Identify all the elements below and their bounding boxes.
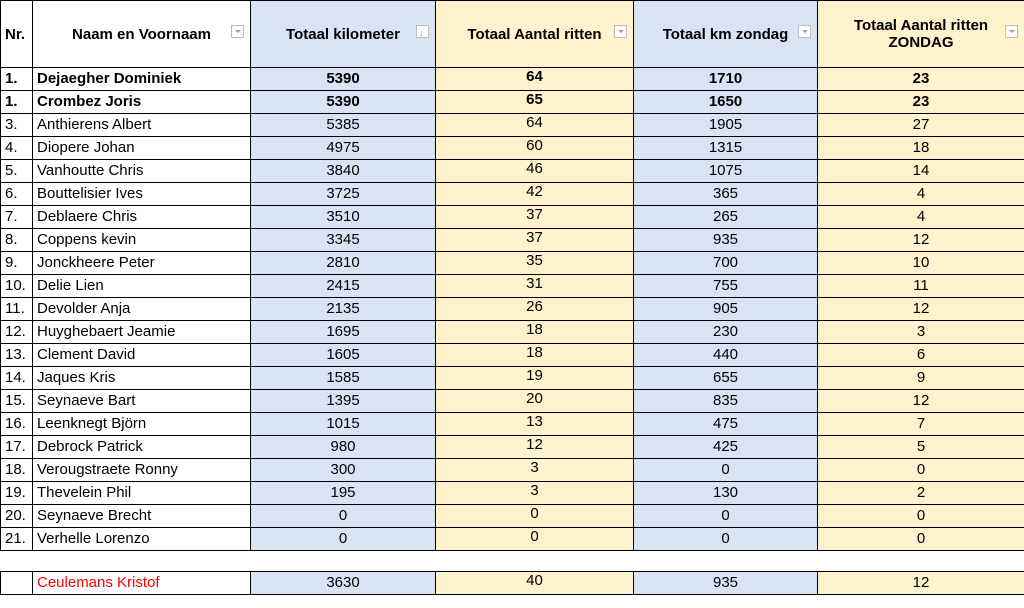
cell-nr[interactable]: 13. bbox=[1, 344, 33, 367]
cell-nr[interactable]: 17. bbox=[1, 436, 33, 459]
cell-total-km[interactable]: 1695 bbox=[251, 321, 436, 344]
cell-total-km[interactable]: 1015 bbox=[251, 413, 436, 436]
cell-name[interactable]: Seynaeve Bart bbox=[33, 390, 251, 413]
table-row bbox=[1, 367, 1024, 390]
cell-total-km-sunday[interactable]: 1075 bbox=[634, 160, 818, 183]
cell-total-km-sunday[interactable]: 1710 bbox=[634, 68, 818, 91]
cell-nr[interactable]: 1. bbox=[1, 68, 33, 91]
cell-total-rides-sunday[interactable]: 0 bbox=[818, 459, 1024, 482]
cell-nr[interactable]: 14. bbox=[1, 367, 33, 390]
cell-nr[interactable]: 6. bbox=[1, 183, 33, 206]
filter-dropdown-icon[interactable] bbox=[231, 25, 244, 38]
cell-total-rides-sunday[interactable]: 14 bbox=[818, 160, 1024, 183]
empty-cell[interactable] bbox=[33, 551, 251, 572]
cell-total-km[interactable]: 1395 bbox=[251, 390, 436, 413]
header-row bbox=[1, 1, 1024, 68]
cell-name[interactable]: Debrock Patrick bbox=[33, 436, 251, 459]
cell-nr[interactable]: 12. bbox=[1, 321, 33, 344]
cell-name[interactable]: Deblaere Chris bbox=[33, 206, 251, 229]
table-row bbox=[1, 137, 1024, 160]
cell-total-rides-sunday[interactable]: 27 bbox=[818, 114, 1024, 137]
cell-total-km[interactable]: 2810 bbox=[251, 252, 436, 275]
cell-total-km-sunday[interactable]: 0 bbox=[634, 459, 818, 482]
cell-total-rides[interactable]: 42 bbox=[436, 183, 634, 206]
cell-total-rides[interactable]: 65 bbox=[436, 91, 634, 114]
cell-total-km-sunday[interactable]: 265 bbox=[634, 206, 818, 229]
cell-nr[interactable]: 21. bbox=[1, 528, 33, 551]
cell-nr[interactable]: 8. bbox=[1, 229, 33, 252]
cell-total-rides[interactable]: 19 bbox=[436, 367, 634, 390]
cell-total-rides-sunday[interactable]: 18 bbox=[818, 137, 1024, 160]
filter-dropdown-icon[interactable] bbox=[798, 25, 811, 38]
cell-nr[interactable]: 16. bbox=[1, 413, 33, 436]
cell-name[interactable]: Dejaegher Dominiek bbox=[33, 68, 251, 91]
table-row bbox=[1, 160, 1024, 183]
cell-total-km[interactable]: 5390 bbox=[251, 68, 436, 91]
cell-total-rides-sunday[interactable]: 11 bbox=[818, 275, 1024, 298]
spacer-row bbox=[1, 551, 1024, 572]
cell-total-km-sunday[interactable]: 905 bbox=[634, 298, 818, 321]
cell-nr[interactable]: 5. bbox=[1, 160, 33, 183]
table-row bbox=[1, 114, 1024, 137]
cell-total-rides[interactable]: 18 bbox=[436, 321, 634, 344]
extra-row bbox=[1, 572, 1024, 595]
cell-total-rides-sunday[interactable]: 5 bbox=[818, 436, 1024, 459]
cell-total-km-sunday[interactable]: 1905 bbox=[634, 114, 818, 137]
cell-name[interactable]: Seynaeve Brecht bbox=[33, 505, 251, 528]
cell-name[interactable]: Anthierens Albert bbox=[33, 114, 251, 137]
cell-name[interactable]: Huyghebaert Jeamie bbox=[33, 321, 251, 344]
cell-total-rides[interactable]: 35 bbox=[436, 252, 634, 275]
cell-name[interactable]: Vanhoutte Chris bbox=[33, 160, 251, 183]
cell-name[interactable]: Bouttelisier Ives bbox=[33, 183, 251, 206]
table-row bbox=[1, 91, 1024, 114]
cell-total-km-sunday[interactable]: 425 bbox=[634, 436, 818, 459]
cell-total-km-sunday[interactable]: 935 bbox=[634, 572, 818, 595]
cell-total-rides-sunday[interactable]: 7 bbox=[818, 413, 1024, 436]
cell-total-rides-sunday[interactable]: 9 bbox=[818, 367, 1024, 390]
table-row bbox=[1, 252, 1024, 275]
cell-total-rides-sunday[interactable]: 6 bbox=[818, 344, 1024, 367]
cell-total-km[interactable]: 300 bbox=[251, 459, 436, 482]
cell-total-rides[interactable]: 40 bbox=[436, 572, 634, 595]
header-total-km[interactable] bbox=[251, 1, 436, 68]
cell-total-km-sunday[interactable]: 130 bbox=[634, 482, 818, 505]
filter-dropdown-icon[interactable] bbox=[614, 25, 627, 38]
header-total-km-label: Totaal kilometer bbox=[286, 25, 400, 43]
cell-name[interactable]: Ceulemans Kristof bbox=[33, 572, 251, 595]
cell-total-km[interactable]: 1605 bbox=[251, 344, 436, 367]
cell-nr[interactable]: 1. bbox=[1, 91, 33, 114]
cell-total-rides[interactable]: 0 bbox=[436, 505, 634, 528]
cell-nr[interactable]: 3. bbox=[1, 114, 33, 137]
header-total-rides[interactable] bbox=[436, 1, 634, 68]
cell-name[interactable]: Coppens kevin bbox=[33, 229, 251, 252]
cell-total-rides[interactable]: 3 bbox=[436, 459, 634, 482]
cell-name[interactable]: Leenknegt Björn bbox=[33, 413, 251, 436]
cell-name[interactable]: Verhelle Lorenzo bbox=[33, 528, 251, 551]
header-total-rides-sunday-label: Totaal Aantal ritten ZONDAG bbox=[853, 17, 989, 51]
cell-total-km[interactable]: 2415 bbox=[251, 275, 436, 298]
table-row bbox=[1, 183, 1024, 206]
cell-total-km[interactable]: 0 bbox=[251, 505, 436, 528]
cell-name[interactable]: Diopere Johan bbox=[33, 137, 251, 160]
empty-cell[interactable] bbox=[634, 551, 818, 572]
cell-total-km-sunday[interactable]: 440 bbox=[634, 344, 818, 367]
cell-total-rides-sunday[interactable]: 23 bbox=[818, 91, 1024, 114]
cell-total-rides[interactable]: 64 bbox=[436, 68, 634, 91]
cell-total-km[interactable]: 4975 bbox=[251, 137, 436, 160]
cell-total-km[interactable]: 5390 bbox=[251, 91, 436, 114]
cell-nr[interactable]: 10. bbox=[1, 275, 33, 298]
cell-total-km-sunday[interactable]: 1315 bbox=[634, 137, 818, 160]
cell-total-km-sunday[interactable]: 365 bbox=[634, 183, 818, 206]
cell-total-km[interactable]: 3510 bbox=[251, 206, 436, 229]
cell-total-rides[interactable]: 37 bbox=[436, 229, 634, 252]
table-row bbox=[1, 344, 1024, 367]
cell-total-km-sunday[interactable]: 0 bbox=[634, 528, 818, 551]
cell-total-km-sunday[interactable]: 835 bbox=[634, 390, 818, 413]
cell-total-km[interactable]: 0 bbox=[251, 528, 436, 551]
empty-cell[interactable] bbox=[1, 551, 33, 572]
cell-name[interactable]: Delie Lien bbox=[33, 275, 251, 298]
cell-total-km-sunday[interactable]: 230 bbox=[634, 321, 818, 344]
header-total-rides-sunday[interactable] bbox=[818, 1, 1024, 68]
cell-total-km[interactable]: 3630 bbox=[251, 572, 436, 595]
cell-total-rides-sunday[interactable]: 12 bbox=[818, 298, 1024, 321]
cell-nr[interactable]: 11. bbox=[1, 298, 33, 321]
sort-descending-icon[interactable] bbox=[416, 25, 429, 38]
cell-name[interactable]: Devolder Anja bbox=[33, 298, 251, 321]
cell-total-rides[interactable]: 0 bbox=[436, 528, 634, 551]
cell-total-rides-sunday[interactable]: 12 bbox=[818, 572, 1024, 595]
header-name-label: Naam en Voornaam bbox=[72, 25, 211, 43]
cell-total-km-sunday[interactable]: 700 bbox=[634, 252, 818, 275]
cell-total-km[interactable]: 5385 bbox=[251, 114, 436, 137]
table-row bbox=[1, 68, 1024, 91]
cell-total-rides[interactable]: 18 bbox=[436, 344, 634, 367]
table-row bbox=[1, 482, 1024, 505]
header-total-km-sunday[interactable] bbox=[634, 1, 818, 68]
cell-nr[interactable]: 7. bbox=[1, 206, 33, 229]
cell-nr[interactable]: 18. bbox=[1, 459, 33, 482]
filter-dropdown-icon[interactable] bbox=[1005, 25, 1018, 38]
cell-total-rides[interactable]: 60 bbox=[436, 137, 634, 160]
cell-total-km[interactable]: 2135 bbox=[251, 298, 436, 321]
table-row bbox=[1, 436, 1024, 459]
cell-total-km-sunday[interactable]: 0 bbox=[634, 505, 818, 528]
table-row bbox=[1, 321, 1024, 344]
cell-nr[interactable] bbox=[1, 572, 33, 595]
cell-nr[interactable]: 15. bbox=[1, 390, 33, 413]
cell-total-km-sunday[interactable]: 1650 bbox=[634, 91, 818, 114]
cell-total-rides[interactable]: 46 bbox=[436, 160, 634, 183]
table-row bbox=[1, 505, 1024, 528]
cell-total-rides[interactable]: 64 bbox=[436, 114, 634, 137]
cell-nr[interactable]: 4. bbox=[1, 137, 33, 160]
empty-cell[interactable] bbox=[818, 551, 1024, 572]
cell-total-rides[interactable]: 31 bbox=[436, 275, 634, 298]
empty-cell[interactable] bbox=[251, 551, 436, 572]
cell-total-rides-sunday[interactable]: 0 bbox=[818, 528, 1024, 551]
cell-total-rides[interactable]: 12 bbox=[436, 436, 634, 459]
cell-total-rides-sunday[interactable]: 4 bbox=[818, 183, 1024, 206]
cell-nr[interactable]: 19. bbox=[1, 482, 33, 505]
cell-total-rides[interactable]: 37 bbox=[436, 206, 634, 229]
cell-total-km[interactable]: 3840 bbox=[251, 160, 436, 183]
cell-total-km-sunday[interactable]: 755 bbox=[634, 275, 818, 298]
cell-total-rides-sunday[interactable]: 23 bbox=[818, 68, 1024, 91]
cell-total-km[interactable]: 3725 bbox=[251, 183, 436, 206]
header-total-rides-label: Totaal Aantal ritten bbox=[467, 25, 602, 43]
cell-total-km[interactable]: 1585 bbox=[251, 367, 436, 390]
cell-total-km[interactable]: 195 bbox=[251, 482, 436, 505]
cell-total-rides-sunday[interactable]: 12 bbox=[818, 390, 1024, 413]
table-row bbox=[1, 275, 1024, 298]
cell-total-rides-sunday[interactable]: 12 bbox=[818, 229, 1024, 252]
cell-name[interactable]: Verougstraete Ronny bbox=[33, 459, 251, 482]
cell-total-rides-sunday[interactable]: 10 bbox=[818, 252, 1024, 275]
cell-name[interactable]: Crombez Joris bbox=[33, 91, 251, 114]
cell-total-rides-sunday[interactable]: 3 bbox=[818, 321, 1024, 344]
table-body bbox=[1, 68, 1024, 595]
cell-total-rides-sunday[interactable]: 0 bbox=[818, 505, 1024, 528]
cell-total-km[interactable]: 980 bbox=[251, 436, 436, 459]
cell-total-km-sunday[interactable]: 655 bbox=[634, 367, 818, 390]
cell-total-rides[interactable]: 3 bbox=[436, 482, 634, 505]
header-name[interactable] bbox=[33, 1, 251, 68]
cell-total-rides[interactable]: 20 bbox=[436, 390, 634, 413]
cell-total-km-sunday[interactable]: 935 bbox=[634, 229, 818, 252]
table-row bbox=[1, 459, 1024, 482]
cell-total-km-sunday[interactable]: 475 bbox=[634, 413, 818, 436]
cell-total-km[interactable]: 3345 bbox=[251, 229, 436, 252]
table-row bbox=[1, 229, 1024, 252]
header-nr-label: Nr. bbox=[5, 25, 26, 43]
cell-name[interactable]: Jaques Kris bbox=[33, 367, 251, 390]
cell-name[interactable]: Thevelein Phil bbox=[33, 482, 251, 505]
table-row bbox=[1, 528, 1024, 551]
header-total-km-sunday-label: Totaal km zondag bbox=[662, 25, 789, 43]
cell-total-rides-sunday[interactable]: 4 bbox=[818, 206, 1024, 229]
cell-name[interactable]: Jonckheere Peter bbox=[33, 252, 251, 275]
cell-total-rides-sunday[interactable]: 2 bbox=[818, 482, 1024, 505]
table-row bbox=[1, 298, 1024, 321]
table-row bbox=[1, 413, 1024, 436]
cell-total-rides[interactable]: 26 bbox=[436, 298, 634, 321]
header-nr[interactable] bbox=[1, 1, 33, 68]
cell-name[interactable]: Clement David bbox=[33, 344, 251, 367]
cell-nr[interactable]: 9. bbox=[1, 252, 33, 275]
cell-nr[interactable]: 20. bbox=[1, 505, 33, 528]
empty-cell[interactable] bbox=[436, 551, 634, 572]
table-row bbox=[1, 206, 1024, 229]
table-row bbox=[1, 390, 1024, 413]
cell-total-rides[interactable]: 13 bbox=[436, 413, 634, 436]
